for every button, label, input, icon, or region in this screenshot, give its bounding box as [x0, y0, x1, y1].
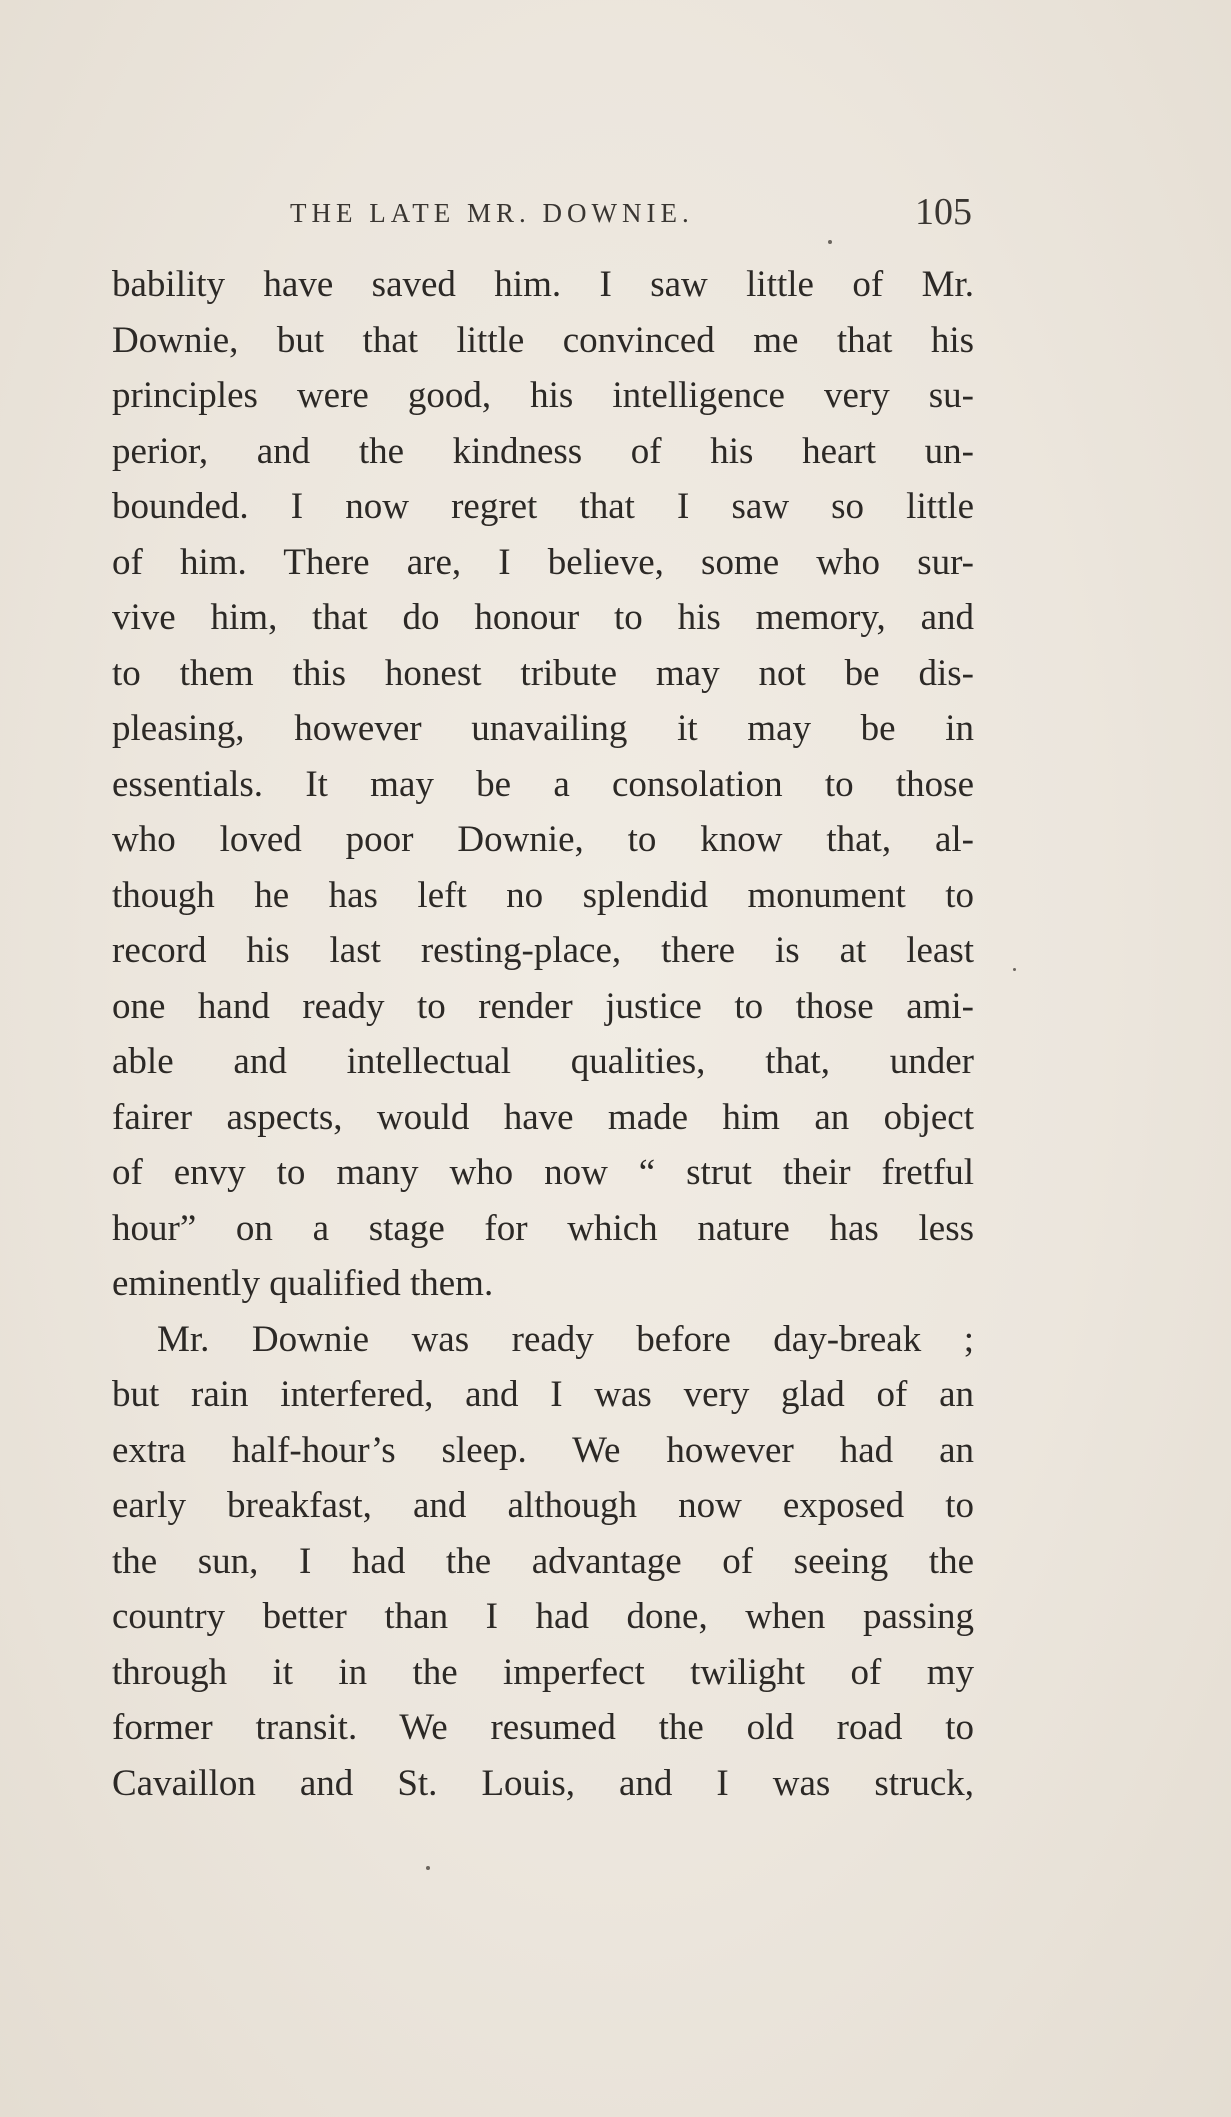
text-line: vive him, that do honour to his memory, and [112, 597, 974, 638]
body-text [112, 257, 974, 1811]
text-line: former transit. We resumed the old road to [112, 1707, 974, 1748]
text-line: perior, and the kindness of his heart un- [112, 430, 974, 472]
text-line: eminently qualified them. [112, 1263, 494, 1304]
paper-speck [828, 240, 832, 244]
text-line: early breakfast, and although now exposed to [112, 1485, 974, 1526]
text-line: bounded. I now regret that I saw so little [112, 486, 974, 527]
paragraph [112, 257, 974, 1312]
text-line: one hand ready to render justice to those ami- [112, 985, 974, 1027]
text-line: of him. There are, I believe, some who sur- [112, 541, 974, 583]
paper-speck [426, 1866, 430, 1870]
paragraph [112, 1312, 974, 1812]
text-line: pleasing, however unavailing it may be in [112, 708, 974, 749]
text-line: but rain interfered, and I was very glad of an [112, 1374, 974, 1415]
text-line: bability have saved him. I saw little of Mr. [112, 264, 974, 305]
text-line: record his last resting-place, there is at least [112, 930, 974, 971]
running-head: THE LATE MR. DOWNIE. [290, 198, 694, 228]
paper-speck [1013, 968, 1016, 971]
text-line: able and intellectual qualities, that, under [112, 1041, 974, 1082]
text-line: through it in the imperfect twilight of my [112, 1651, 974, 1693]
text-line: Mr. Downie was ready before day-break ; [157, 1318, 974, 1360]
page-number: 105 [915, 191, 972, 233]
page-header [290, 190, 1000, 240]
text-line: who loved poor Downie, to know that, al- [112, 819, 974, 860]
text-line: extra half-hour’s sleep. We however had an [112, 1429, 974, 1471]
text-line: Cavaillon and St. Louis, and I was struck, [112, 1762, 974, 1804]
text-line: of envy to many who now “ strut their fretful [112, 1152, 974, 1193]
text-line: though he has left no splendid monument to [112, 874, 974, 916]
text-line: country better than I had done, when passing [112, 1596, 974, 1637]
text-line: hour” on a stage for which nature has less [112, 1207, 974, 1249]
text-line: the sun, I had the advantage of seeing the [112, 1540, 974, 1582]
text-line: to them this honest tribute may not be dis- [112, 652, 974, 694]
text-line: essentials. It may be a consolation to those [112, 763, 974, 805]
text-line: principles were good, his intelligence very su- [112, 375, 974, 416]
text-line: Downie, but that little convinced me that his [112, 319, 974, 361]
text-line: fairer aspects, would have made him an object [112, 1096, 974, 1138]
